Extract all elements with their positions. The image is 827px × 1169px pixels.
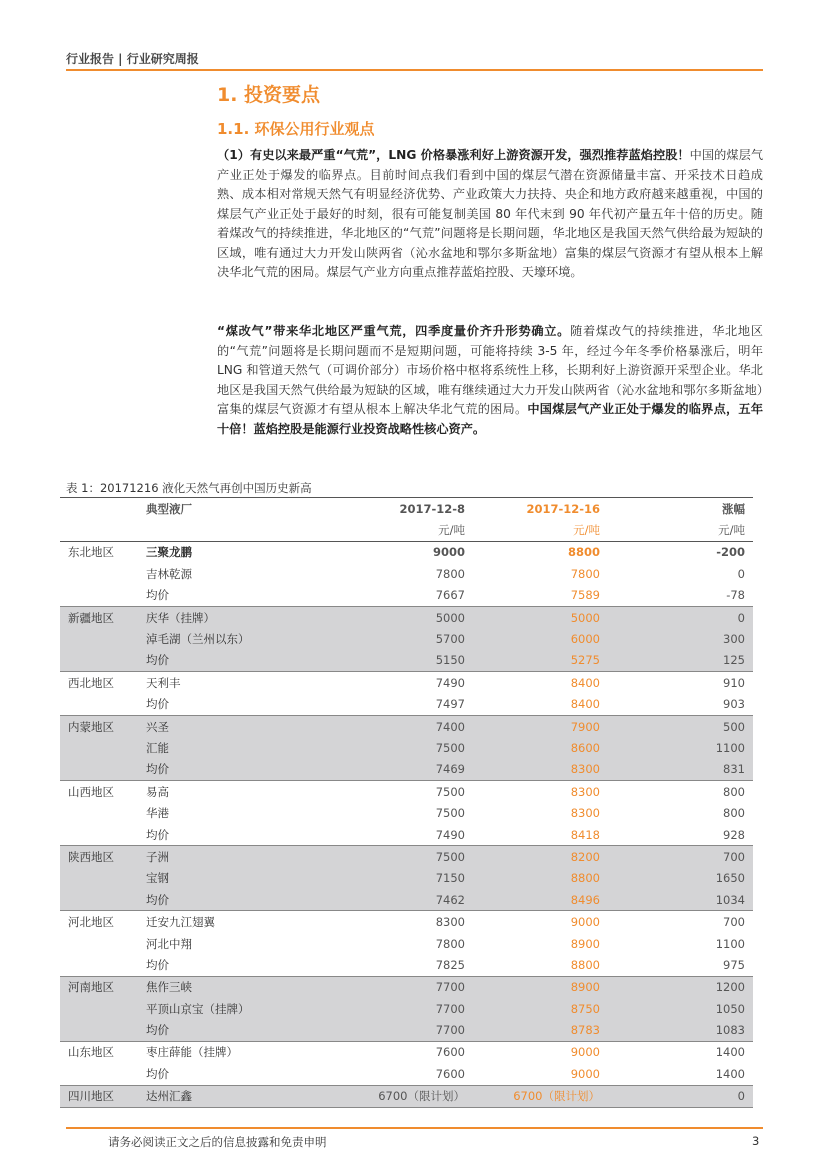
cell-region xyxy=(60,954,138,976)
cell-price-dec16: 8800 xyxy=(473,868,608,889)
cell-price-dec16: 6000 xyxy=(473,628,608,649)
cell-change: 1034 xyxy=(608,889,753,911)
cell-region: 东北地区 xyxy=(68,545,114,560)
cell-plant: 均价 xyxy=(138,1019,298,1041)
cell-change: -78 xyxy=(608,585,753,607)
cell-price-dec16: 6700（限计划） xyxy=(473,1085,608,1107)
cell-price-dec8: 6700（限计划） xyxy=(298,1085,473,1107)
header-plant: 典型液厂 xyxy=(138,498,298,520)
header-region xyxy=(60,498,138,520)
cell-region xyxy=(60,933,138,954)
cell-price-dec16: 7589 xyxy=(473,585,608,607)
table-row xyxy=(60,585,753,607)
cell-region xyxy=(60,1019,138,1041)
cell-price-dec16: 7800 xyxy=(570,566,600,581)
cell-price-dec8: 7400 xyxy=(298,715,473,737)
cell-region xyxy=(60,998,138,1019)
cell-region xyxy=(60,824,138,846)
cell-change: 125 xyxy=(608,650,753,672)
cell-change: 1083 xyxy=(608,1019,753,1041)
cell-plant: 淖毛湖（兰州以东） xyxy=(138,628,298,649)
header-date2: 2017-12-16 xyxy=(473,498,608,520)
cell-price-dec16: 8800 xyxy=(567,545,600,560)
cell-price-dec8: 7800 xyxy=(435,566,465,581)
cell-change: 975 xyxy=(608,954,753,976)
cell-plant: 焦作三峡 xyxy=(138,976,298,998)
table-row xyxy=(60,911,753,933)
cell-plant: 兴圣 xyxy=(138,715,298,737)
cell-price-dec8: 7600 xyxy=(435,1045,465,1060)
footer-disclaimer: 请务必阅读正文之后的信息披露和免责申明 xyxy=(108,1135,327,1149)
cell-price-dec8: 7667 xyxy=(298,585,473,607)
cell-price-dec8: 7600 xyxy=(298,1063,473,1085)
cell-region xyxy=(60,563,138,584)
cell-price-dec16: 8750 xyxy=(473,998,608,1019)
cell-region: 山东地区 xyxy=(68,1045,114,1060)
table-row xyxy=(60,563,753,584)
cell-plant: 子洲 xyxy=(138,846,298,868)
cell-change: 1050 xyxy=(608,998,753,1019)
cell-price-dec16: 8300 xyxy=(570,784,600,799)
cell-price-dec8: 7490 xyxy=(298,824,473,846)
cell-change: -200 xyxy=(716,545,745,560)
table-row xyxy=(60,759,753,781)
cell-price-dec16: 8200 xyxy=(473,846,608,868)
table-header-row xyxy=(60,498,753,520)
table-row xyxy=(60,846,753,868)
cell-region: 山西地区 xyxy=(68,784,114,799)
cell-plant: 易高 xyxy=(146,784,169,799)
paragraph-2-body: 随着煤改气的持续推进，华北地区的“气荒”问题将是长期问题而不是短期问题，可能将持续 3-5 年，经过今年冬季价格暴涨后，明年 LNG 和管道天然气（可调价部分）市场价格中枢将系统性上移，长期利好上游资源开采型企业。华北地区是我国天然气供给最为短缺的区域，唯有继续通过大力开发山陕两省（沁水盆地和鄂尔多斯盆地）富集的煤层气资源才有望从根本上解决华北气荒的困局。 xyxy=(217,324,763,416)
cell-region xyxy=(60,694,138,716)
header-date1: 2017-12-8 xyxy=(298,498,473,520)
cell-region xyxy=(60,802,138,823)
cell-change: 1100 xyxy=(608,737,753,758)
cell-region xyxy=(60,585,138,607)
cell-price-dec8: 5700 xyxy=(298,628,473,649)
cell-price-dec8: 5000 xyxy=(298,606,473,628)
cell-plant: 均价 xyxy=(138,650,298,672)
table-row xyxy=(60,824,753,846)
cell-region: 内蒙地区 xyxy=(60,715,138,737)
cell-plant: 均价 xyxy=(138,759,298,781)
table-row xyxy=(60,781,753,803)
cell-price-dec8: 7700 xyxy=(298,1019,473,1041)
cell-change: 903 xyxy=(608,694,753,716)
unit-empty-2 xyxy=(138,519,298,541)
cell-price-dec16: 7900 xyxy=(473,715,608,737)
table-row xyxy=(60,1041,753,1063)
cell-price-dec16: 8900 xyxy=(473,976,608,998)
cell-plant: 均价 xyxy=(138,585,298,607)
cell-price-dec8: 7462 xyxy=(298,889,473,911)
table-row xyxy=(60,889,753,911)
cell-plant: 三聚龙鹏 xyxy=(146,545,192,560)
cell-plant: 华港 xyxy=(146,806,169,821)
table-row xyxy=(60,628,753,649)
paragraph-1-body: 中国的煤层气产业正处于爆发的临界点。目前时间点我们看到中国的煤层气潜在资源储量丰富、开采技术日趋成熟、成本相对常规天然气有明显经济优势、产业政策大力扶持、央企和地方政府越来越重视，中国的煤层气产业正处于最好的时刻，很有可能复制美国 80 年代末到 90 年代初产量五年十倍的历史。随着煤改气的持续推进，华北地区的“气荒”问题将是长期问题，华北地区是我国天然气供给最为短缺的区域，唯有通过大力开发山陕两省（沁水盆地和鄂尔多斯盆地）富集的煤层气资源才有望从根本上解决华北气荒的困局。煤层气产业方向重点推荐蓝焰控股、天壕环境。 xyxy=(217,148,764,279)
table-row xyxy=(60,672,753,694)
cell-price-dec16: 8496 xyxy=(473,889,608,911)
cell-price-dec16: 5275 xyxy=(473,650,608,672)
section-title: 1. 投资要点 xyxy=(217,84,321,106)
table-unit-row xyxy=(60,519,753,541)
cell-region xyxy=(60,759,138,781)
cell-region xyxy=(60,868,138,889)
cell-region: 西北地区 xyxy=(68,675,114,690)
cell-plant: 河北中翔 xyxy=(146,936,192,951)
cell-price-dec8: 8300 xyxy=(435,915,465,930)
table-row xyxy=(60,933,753,954)
table-row xyxy=(60,998,753,1019)
cell-price-dec16: 9000 xyxy=(570,1045,600,1060)
header-change: 涨幅 xyxy=(608,498,753,520)
cell-price-dec16: 8800 xyxy=(473,954,608,976)
cell-change: 1200 xyxy=(608,976,753,998)
cell-plant: 均价 xyxy=(138,889,298,911)
table-row xyxy=(60,737,753,758)
table-row xyxy=(60,868,753,889)
cell-plant: 庆华（挂牌） xyxy=(138,606,298,628)
cell-price-dec8: 7700 xyxy=(298,998,473,1019)
subsection-title: 1.1. 环保公用行业观点 xyxy=(217,120,375,138)
cell-price-dec16: 8300 xyxy=(473,759,608,781)
table-row xyxy=(60,1019,753,1041)
cell-price-dec16: 8600 xyxy=(473,737,608,758)
cell-price-dec16: 9000 xyxy=(570,915,600,930)
cell-price-dec16: 9000 xyxy=(473,1063,608,1085)
table-row xyxy=(60,1063,753,1085)
unit-empty-1 xyxy=(60,519,138,541)
unit-date2: 元/吨 xyxy=(473,519,608,541)
cell-price-dec8: 7500 xyxy=(298,846,473,868)
cell-region xyxy=(60,650,138,672)
paragraph-2-lead: “煤改气”带来华北地区严重气荒，四季度量价齐升形势确立。 xyxy=(217,324,571,338)
cell-change: 300 xyxy=(608,628,753,649)
unit-change: 元/吨 xyxy=(608,519,753,541)
cell-plant: 汇能 xyxy=(138,737,298,758)
cell-price-dec8: 7500 xyxy=(298,737,473,758)
paragraph-1 xyxy=(217,146,763,283)
table-row xyxy=(60,606,753,628)
cell-plant: 吉林乾源 xyxy=(146,566,192,581)
cell-change: 831 xyxy=(608,759,753,781)
cell-price-dec16: 8900 xyxy=(570,936,600,951)
cell-change: 0 xyxy=(737,566,745,581)
cell-plant: 均价 xyxy=(138,954,298,976)
cell-price-dec8: 7497 xyxy=(298,694,473,716)
cell-region: 四川地区 xyxy=(60,1085,138,1107)
cell-change: 0 xyxy=(608,606,753,628)
cell-change: 928 xyxy=(608,824,753,846)
table-row xyxy=(60,1085,753,1107)
cell-change: 1650 xyxy=(608,868,753,889)
cell-price-dec8: 7700 xyxy=(298,976,473,998)
cell-plant: 均价 xyxy=(138,824,298,846)
cell-region: 新疆地区 xyxy=(60,606,138,628)
cell-change: 1400 xyxy=(608,1063,753,1085)
cell-price-dec16: 5000 xyxy=(473,606,608,628)
cell-region xyxy=(60,737,138,758)
cell-region xyxy=(60,628,138,649)
unit-date1: 元/吨 xyxy=(298,519,473,541)
cell-price-dec16: 8400 xyxy=(473,694,608,716)
cell-price-dec16: 8783 xyxy=(473,1019,608,1041)
cell-price-dec8: 7469 xyxy=(298,759,473,781)
cell-change: 1400 xyxy=(715,1045,745,1060)
paragraph-2 xyxy=(217,322,763,439)
page-number: 3 xyxy=(752,1134,760,1148)
cell-plant: 均价 xyxy=(138,694,298,716)
cell-price-dec8: 7150 xyxy=(298,868,473,889)
cell-price-dec8: 7825 xyxy=(298,954,473,976)
cell-change: 800 xyxy=(723,784,745,799)
table-row xyxy=(60,650,753,672)
cell-change: 1100 xyxy=(715,936,745,951)
cell-price-dec16: 8300 xyxy=(570,806,600,821)
cell-plant: 达州汇鑫 xyxy=(138,1085,298,1107)
cell-change: 700 xyxy=(723,915,745,930)
table-row xyxy=(60,541,753,563)
paragraph-1-lead: （1）有史以来最严重“气荒”，LNG 价格暴涨利好上游资源开发，强烈推荐蓝焰控股！ xyxy=(217,148,690,162)
cell-plant: 平顶山京宝（挂牌） xyxy=(138,998,298,1019)
table-row xyxy=(60,802,753,823)
table-row xyxy=(60,976,753,998)
cell-plant: 天利丰 xyxy=(146,675,181,690)
cell-plant: 迁安九江翅翼 xyxy=(146,915,215,930)
cell-change: 700 xyxy=(608,846,753,868)
cell-plant: 均价 xyxy=(138,1063,298,1085)
cell-plant: 宝钢 xyxy=(138,868,298,889)
cell-price-dec8: 7490 xyxy=(435,675,465,690)
report-header: 行业报告 | 行业研究周报 xyxy=(66,52,199,66)
cell-change: 0 xyxy=(608,1085,753,1107)
table-row xyxy=(60,694,753,716)
cell-region xyxy=(60,1063,138,1085)
header-divider xyxy=(66,69,763,71)
cell-price-dec8: 7500 xyxy=(435,784,465,799)
footer-divider xyxy=(66,1127,763,1129)
table-row xyxy=(60,715,753,737)
cell-region: 河南地区 xyxy=(60,976,138,998)
cell-price-dec16: 8400 xyxy=(570,675,600,690)
lng-price-table xyxy=(60,497,753,1108)
cell-plant: 枣庄薛能（挂牌） xyxy=(146,1045,238,1060)
cell-price-dec8: 7800 xyxy=(435,936,465,951)
cell-region: 陕西地区 xyxy=(60,846,138,868)
table-row xyxy=(60,954,753,976)
cell-price-dec8: 9000 xyxy=(432,545,465,560)
cell-region: 河北地区 xyxy=(68,915,114,930)
cell-change: 500 xyxy=(608,715,753,737)
cell-price-dec16: 8418 xyxy=(473,824,608,846)
cell-change: 800 xyxy=(723,806,745,821)
table-caption: 表 1：20171216 液化天然气再创中国历史新高 xyxy=(66,481,312,495)
cell-price-dec8: 5150 xyxy=(298,650,473,672)
cell-region xyxy=(60,889,138,911)
cell-change: 910 xyxy=(723,675,745,690)
paragraph-2-conclusion: 中国煤层气产业正处于爆发的临界点，五年十倍！蓝焰控股是能源行业投资战略性核心资产。 xyxy=(217,402,764,436)
cell-price-dec8: 7500 xyxy=(435,806,465,821)
